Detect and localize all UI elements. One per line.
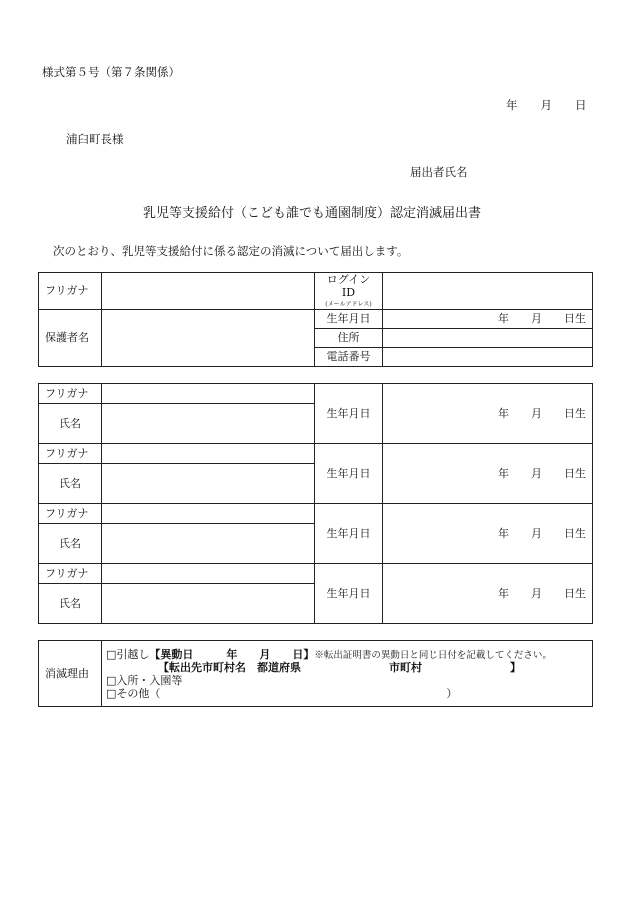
child4-furigana-field[interactable] xyxy=(102,564,315,584)
form-number: 様式第５号（第７条関係） xyxy=(42,65,180,79)
login-id-field[interactable] xyxy=(383,273,593,310)
child1-birth-field[interactable]: 年 月 日生 xyxy=(383,384,593,444)
guardian-phone-label: 電話番号 xyxy=(315,347,383,366)
child4-birth-field[interactable]: 年 月 日生 xyxy=(383,564,593,624)
intro-text: 次のとおり、乳児等支援給付に係る認定の消滅について届出します。 xyxy=(53,244,409,258)
child1-furigana-label: フリガナ xyxy=(39,384,102,404)
child2-furigana-label: フリガナ xyxy=(39,444,102,464)
guardian-name-label: 保護者名 xyxy=(39,309,102,366)
children-table xyxy=(38,383,593,624)
applicant-label: 届出者氏名 xyxy=(410,165,468,179)
child2-furigana-field[interactable] xyxy=(102,444,315,464)
child4-name-field[interactable] xyxy=(102,584,315,624)
child4-birth-label: 生年月日 xyxy=(315,564,383,624)
child1-name-label: 氏名 xyxy=(39,404,102,444)
child2-birth-field[interactable]: 年 月 日生 xyxy=(383,444,593,504)
reason-options xyxy=(102,641,593,707)
reason-label: 消滅理由 xyxy=(39,641,102,707)
child1-birth-label: 生年月日 xyxy=(315,384,383,444)
moving-checkbox[interactable]: □引越し xyxy=(106,647,150,661)
child1-name-field[interactable] xyxy=(102,404,315,444)
guardian-name-field[interactable] xyxy=(102,309,315,366)
reason-table xyxy=(38,640,593,707)
child3-name-label: 氏名 xyxy=(39,524,102,564)
page-title: 乳児等支援給付（こども誰でも通園制度）認定消滅届出書 xyxy=(143,206,482,221)
child3-furigana-label: フリガナ xyxy=(39,504,102,524)
guardian-birth-label: 生年月日 xyxy=(315,309,383,328)
child2-name-field[interactable] xyxy=(102,464,315,504)
moving-note: ※転出証明書の異動日と同じ日付を記載してください。 xyxy=(314,649,552,661)
child3-birth-label: 生年月日 xyxy=(315,504,383,564)
child3-name-field[interactable] xyxy=(102,524,315,564)
guardian-table xyxy=(38,272,593,367)
child2-name-label: 氏名 xyxy=(39,464,102,504)
child4-furigana-label: フリガナ xyxy=(39,564,102,584)
guardian-birth-field[interactable]: 年 月 日生 xyxy=(383,309,593,328)
guardian-address-field[interactable] xyxy=(383,328,593,347)
guardian-phone-field[interactable] xyxy=(383,347,593,366)
destination-field[interactable]: 【転出先市町村名 都道府県 市町村 】 xyxy=(158,660,521,674)
child4-name-label: 氏名 xyxy=(39,584,102,624)
login-id-label: ログイン ID (メールアドレス) xyxy=(315,273,383,310)
child3-furigana-field[interactable] xyxy=(102,504,315,524)
date-line: 年 月 日 xyxy=(506,98,587,112)
addressee: 浦臼町長様 xyxy=(66,132,124,146)
guardian-furigana-field[interactable] xyxy=(102,273,315,310)
other-checkbox[interactable]: □その他（ ） xyxy=(106,686,458,700)
child2-birth-label: 生年月日 xyxy=(315,444,383,504)
guardian-address-label: 住所 xyxy=(315,328,383,347)
admission-checkbox[interactable]: □入所・入園等 xyxy=(106,673,183,687)
child3-birth-field[interactable]: 年 月 日生 xyxy=(383,504,593,564)
guardian-furigana-label: フリガナ xyxy=(39,273,102,310)
moving-date-field[interactable]: 【異動日 年 月 日】 xyxy=(149,647,315,661)
child1-furigana-field[interactable] xyxy=(102,384,315,404)
